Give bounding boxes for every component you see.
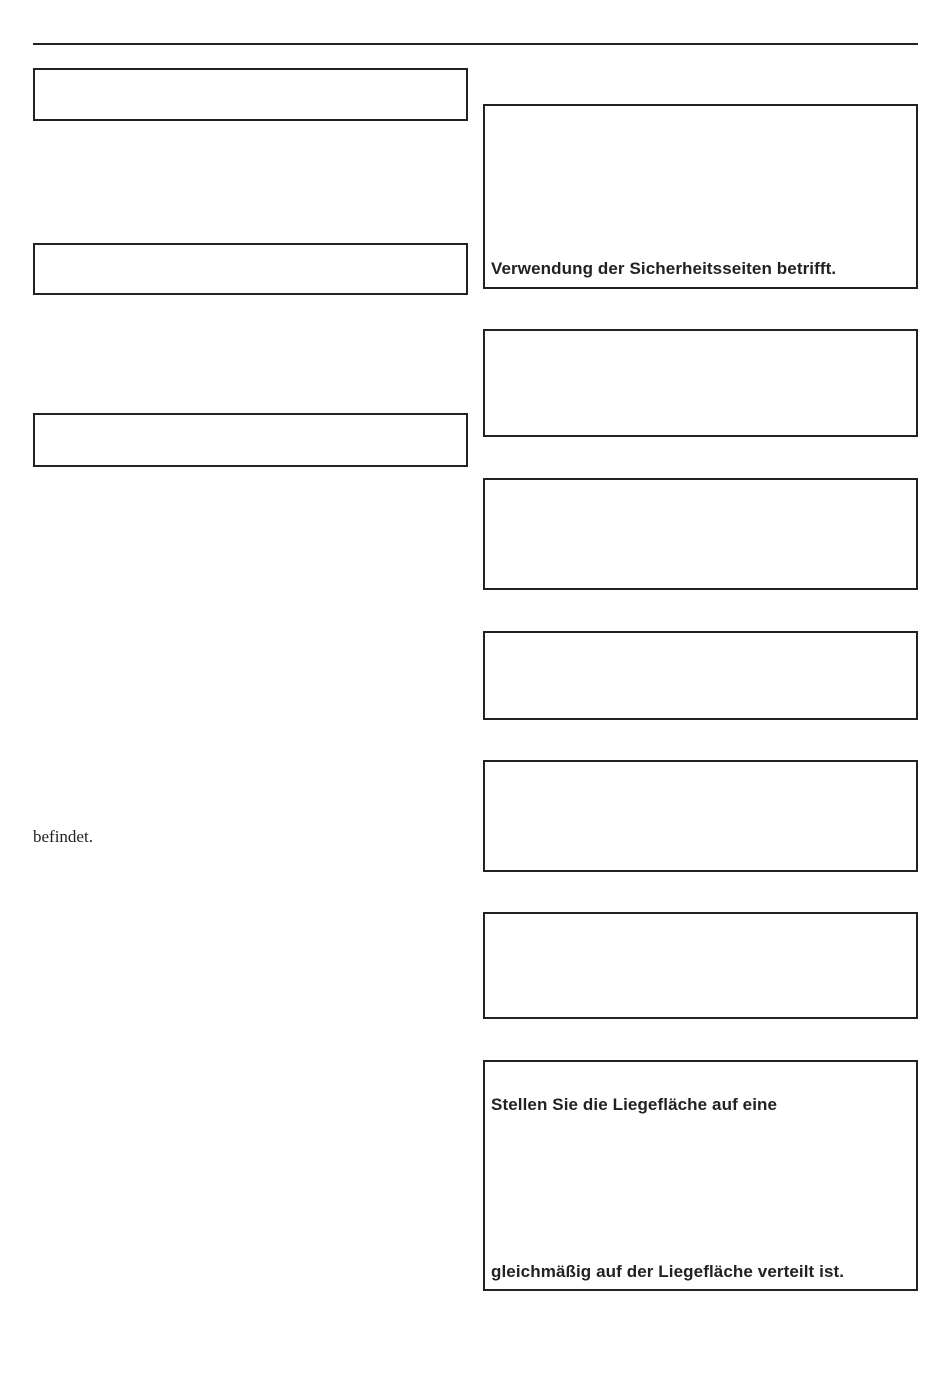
left-heading-box-1 bbox=[33, 68, 468, 121]
right-notice-box-7-line-2: gleichmäßig auf der Liegefläche verteilt ist. bbox=[491, 1262, 845, 1281]
right-notice-box-6 bbox=[483, 912, 918, 1019]
right-notice-box-4 bbox=[483, 631, 918, 720]
right-notice-box-2 bbox=[483, 329, 918, 437]
header-rule bbox=[33, 43, 918, 45]
left-heading-box-3 bbox=[33, 413, 468, 467]
left-heading-box-2 bbox=[33, 243, 468, 295]
left-body-text-fragment: befindet. bbox=[33, 827, 93, 846]
right-notice-box-5 bbox=[483, 760, 918, 872]
right-notice-box-7-line-1: Stellen Sie die Liegefläche auf eine bbox=[491, 1095, 778, 1114]
right-notice-box-1-text: Verwendung der Sicherheitsseiten betrifft. bbox=[491, 259, 837, 278]
right-notice-box-7 bbox=[483, 1060, 918, 1291]
right-notice-box-1 bbox=[483, 104, 918, 289]
right-notice-box-3 bbox=[483, 478, 918, 590]
